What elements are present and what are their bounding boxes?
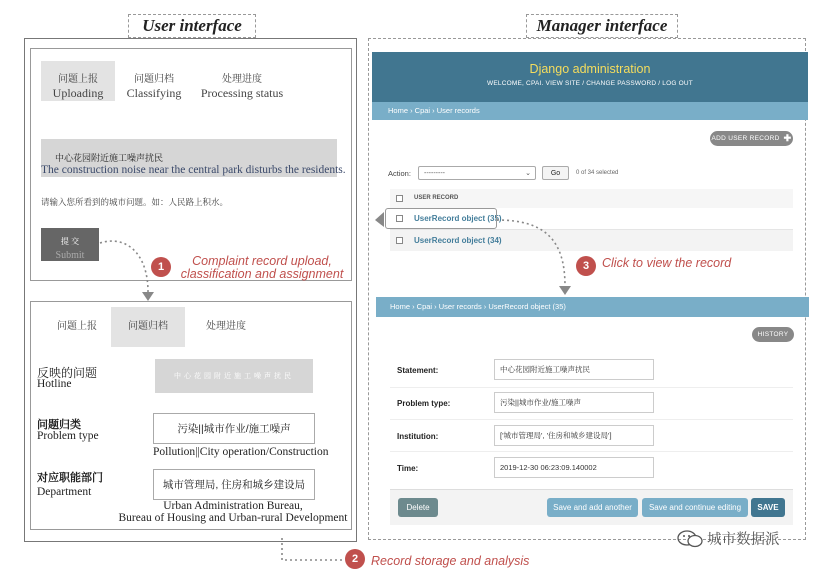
add-button-label: ADD USER RECORD [711,135,780,142]
problem-type-caption: Pollution||City operation/Construction [153,446,329,458]
step-3-caption: Click to view the record [602,256,732,270]
save-add-another-button[interactable]: Save and add another [547,498,638,517]
problem-type-field[interactable]: 污染||城市作业/施工噪声 [153,413,315,444]
arrow-storage [282,538,345,560]
problem-type-label-en: Problem type [37,430,99,442]
tab-label-cn: 处理进度 [222,74,262,85]
go-button[interactable]: Go [542,166,569,180]
watermark-text: 城市数据派 [707,532,780,548]
tab-classifying-2[interactable]: 问题归档 [111,307,185,347]
institution-input[interactable]: ['城市管理局', '住房和城乡建设局'] [494,425,654,446]
problem-type-label-cn: 问题归类 [37,419,81,431]
manager-interface-title: Manager interface [526,14,678,38]
tab-label-en: Classifying [126,86,182,100]
department-caption-line2: Bureau of Housing and Urban-rural Development [118,512,348,524]
record-link[interactable]: UserRecord object (35) [414,214,502,223]
institution-label: Institution: [397,432,439,441]
breadcrumb[interactable]: Home › Cpai › User records [372,102,808,120]
department-caption-line1: Urban Administration Bureau, [163,500,303,512]
tab-uploading-2[interactable]: 问题上报 [57,321,97,332]
watermark [676,528,780,549]
problem-type-label: Problem type: [397,399,451,408]
hotline-label-cn: 反映的问题 [37,366,98,380]
wechat-icon [676,529,704,549]
complaint-text-en: The construction noise near the central park disturbs the residents. [41,164,346,176]
selection-counter: 0 of 34 selected [576,170,619,176]
plus-icon: ✚ [783,133,792,143]
time-label: Time: [397,464,419,473]
save-continue-button[interactable]: Save and continue editing [642,498,748,517]
arrowhead-icon [559,286,571,295]
step-3-badge: 3 [576,256,596,276]
submit-label-en: Submit [55,250,85,261]
record-breadcrumb[interactable]: Home › Cpai › User records › UserRecord object (35) [376,297,809,317]
step-2-caption: Record storage and analysis [371,554,530,568]
chevron-down-icon: ⌄ [525,170,531,177]
department-label-en: Department [37,486,92,498]
step-1-caption-line1: Complaint record upload, [192,254,332,268]
action-select-value: --------- [424,170,445,177]
arrow-record-to-detail [497,220,565,286]
arrowhead-icon [142,292,154,301]
statement-label: Statement: [397,366,439,375]
arrow-upload-to-classify [100,241,148,292]
department-label-cn: 对应职能部门 [37,472,103,484]
save-button[interactable]: SAVE [751,498,785,517]
tab-label-cn: 问题归档 [134,74,174,85]
column-header-user-record[interactable]: USER RECORD [414,195,459,201]
statement-input[interactable]: 中心花园附近施工噪声扰民 [494,359,654,380]
tab-label-en: Processing status [200,86,284,100]
step-1-caption-line2: classification and assignment [180,267,344,281]
problem-type-input[interactable]: 污染||城市作业/施工噪声 [494,392,654,413]
complaint-text-cn: 中心花园附近施工噪声扰民 [55,153,164,163]
tab-label-en: Uploading [52,86,104,100]
django-header-title: Django administration [529,62,651,76]
step-1-badge: 1 [151,257,171,277]
delete-button[interactable]: Delete [398,498,438,517]
record-link[interactable]: UserRecord object (34) [414,236,502,245]
step-1-caption [176,255,348,281]
time-input[interactable]: 2019-12-30 06:23:09.140002 [494,457,654,478]
hotline-value: 中心花园附近施工噪声扰民 [155,359,313,393]
action-label: Action: [388,169,411,178]
step-2-badge: 2 [345,549,365,569]
submit-label-cn: 提 交 [60,237,80,246]
department-field[interactable]: 城市管理局, 住房和城乡建设局 [153,469,315,500]
django-user-tools[interactable]: WELCOME, CPAI. VIEW SITE / CHANGE PASSWORD / LOG OUT [487,80,693,87]
user-interface-title: User interface [128,14,256,38]
history-button[interactable]: HISTORY [752,327,794,342]
hotline-label-en: Hotline [37,378,72,390]
arrowhead-icon [375,212,384,227]
tab-processing-2[interactable]: 处理进度 [206,321,246,332]
input-prompt: 请输入您所看到的城市问题。如：人民路上积水。 [41,197,229,207]
tab-label-cn: 问题上报 [58,74,98,85]
